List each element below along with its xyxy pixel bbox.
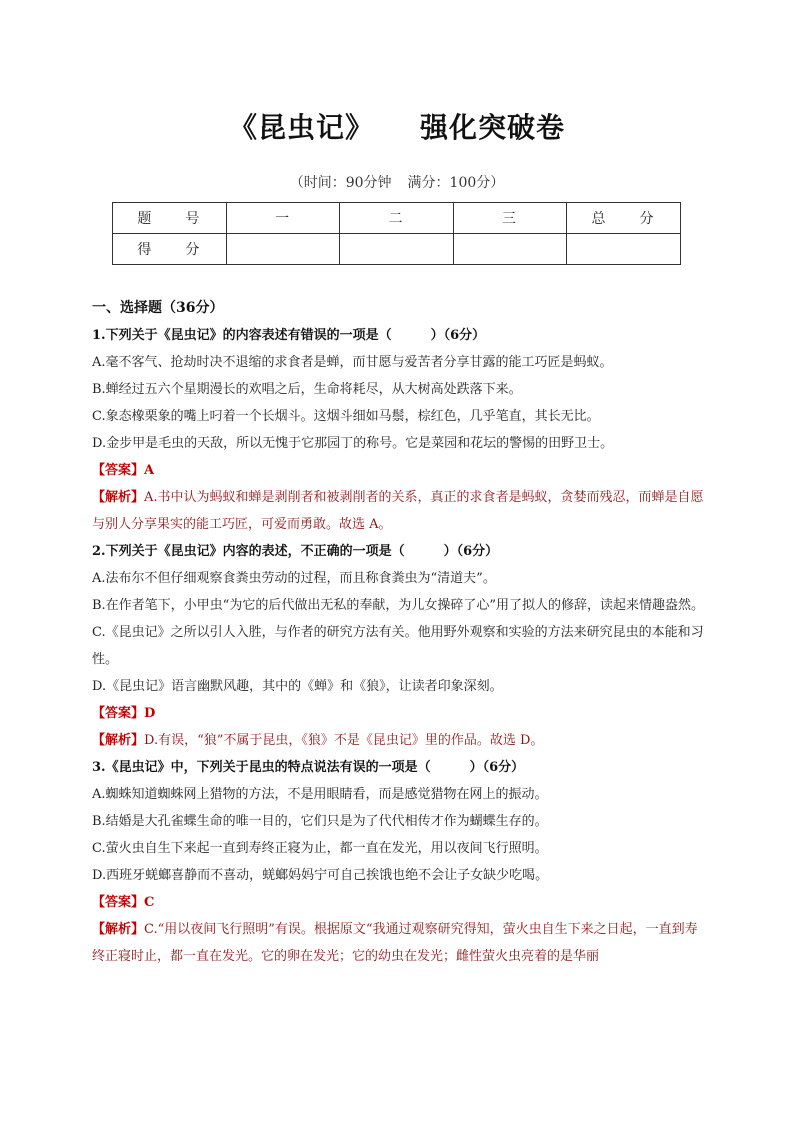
answer: 【答案】D	[92, 706, 156, 721]
question-stem: 2.下列关于《昆虫记》内容的表述，不正确的一项是（ ）（6分）	[92, 544, 499, 559]
analysis-text: D.有误，“狼”不属于昆虫，《狼》不是《昆虫记》里的作品。故选 D。	[144, 733, 544, 748]
analysis	[92, 727, 704, 754]
answer: 【答案】A	[92, 463, 155, 478]
cell-part-3: 三	[453, 203, 566, 234]
option-d: D.金步甲是毛虫的天敌，所以无愧于它那园丁的称号。它是菜园和花坛的警惕的田野卫士。	[92, 436, 614, 451]
cell-score-3[interactable]	[453, 234, 566, 265]
option-d: D.《昆虫记》语言幽默风趣，其中的《蝉》和《狼》，让读者印象深刻。	[92, 679, 503, 694]
exam-full-score: 满分：100分）	[407, 175, 505, 191]
analysis-tag: 【解析】	[92, 490, 145, 505]
option-c: C.萤火虫自生下来起一直到寿终正寝为止，都一直在发光，用以夜间飞行照明。	[92, 841, 548, 856]
analysis	[92, 484, 704, 538]
exam-body	[92, 295, 704, 970]
cell-score-label: 得 分	[113, 234, 227, 265]
score-table	[112, 202, 681, 265]
question-1	[92, 322, 704, 538]
analysis-text: A.书中认为蚂蚁和蝉是剥削者和被剥削者的关系，真正的求食者是蚂蚁，贪婪而残忍，而蝉是自愿与别人分享果实的能工巧匠，可爱而勇敢。故选 A。	[92, 490, 704, 532]
score-table-header-row	[113, 203, 681, 234]
analysis	[92, 916, 704, 970]
title-book-name: 《昆虫记》	[228, 111, 374, 144]
option-a: A.蜘蛛知道蜘蛛网上猎物的方法，不是用眼睛看，而是感觉猎物在网上的振动。	[92, 787, 548, 802]
answer: 【答案】C	[92, 895, 155, 910]
option-b: B.蝉经过五六个星期漫长的欢唱之后，生命将耗尽，从大树高处跌落下来。	[92, 382, 522, 397]
cell-item-label: 题 号	[113, 203, 227, 234]
cell-total: 总 分	[567, 203, 681, 234]
cell-score-1[interactable]	[226, 234, 339, 265]
option-c: C.《昆虫记》之所以引人入胜，与作者的研究方法有关。他用野外观察和实验的方法来研究昆虫的本能和习性。	[92, 625, 704, 667]
analysis-tag: 【解析】	[92, 922, 145, 937]
option-a: A.法布尔不但仔细观察食粪虫劳动的过程，而且称食粪虫为“清道夫”。	[92, 571, 496, 586]
analysis-tag: 【解析】	[92, 733, 145, 748]
exam-info	[0, 172, 794, 192]
cell-score-2[interactable]	[340, 234, 453, 265]
option-c: C.象态橡栗象的嘴上叼着一个长烟斗。这烟斗细如马鬃，棕红色，几乎笔直，其长无比。	[92, 409, 600, 424]
cell-part-1: 一	[226, 203, 339, 234]
option-b: B.结婚是大孔雀蝶生命的唯一目的，它们只是为了代代相传才作为蝴蝶生存的。	[92, 814, 548, 829]
title-paper-type: 强化突破卷	[420, 111, 566, 144]
analysis-text: C.“用以夜间飞行照明”有误。根据原文“我通过观察研究得知，萤火虫自生下来之日起，一直到寿终正寝时止，都一直在发光。它的卵在发光；它的幼虫在发光；雌性萤火虫亮着的是华丽	[92, 922, 698, 964]
exam-time: （时间：90分钟	[289, 175, 392, 191]
score-table-score-row	[113, 234, 681, 265]
cell-score-total[interactable]	[567, 234, 681, 265]
question-3	[92, 754, 704, 970]
page-title	[0, 106, 794, 146]
option-b: B.在作者笔下，小甲虫“为它的后代做出无私的奉献，为儿女操碎了心”用了拟人的修辞，读起来情趣盎然。	[92, 598, 704, 613]
question-stem: 1.下列关于《昆虫记》的内容表述有错误的一项是（ ）（6分）	[92, 328, 486, 343]
option-d: D.西班牙蜣螂喜静而不喜动，蜣螂妈妈宁可自己挨饿也绝不会让子女缺少吃喝。	[92, 868, 549, 883]
section-heading: 一、选择题（36分）	[92, 300, 224, 316]
cell-part-2: 二	[340, 203, 453, 234]
question-2	[92, 538, 704, 754]
option-a: A.毫不客气、抢劫时决不退缩的求食者是蝉，而甘愿与爱苦者分享甘露的能工巧匠是蚂蚁。	[92, 355, 613, 370]
question-stem: 3.《昆虫记》中，下列关于昆虫的特点说法有误的一项是（ ）（6分）	[92, 760, 525, 775]
